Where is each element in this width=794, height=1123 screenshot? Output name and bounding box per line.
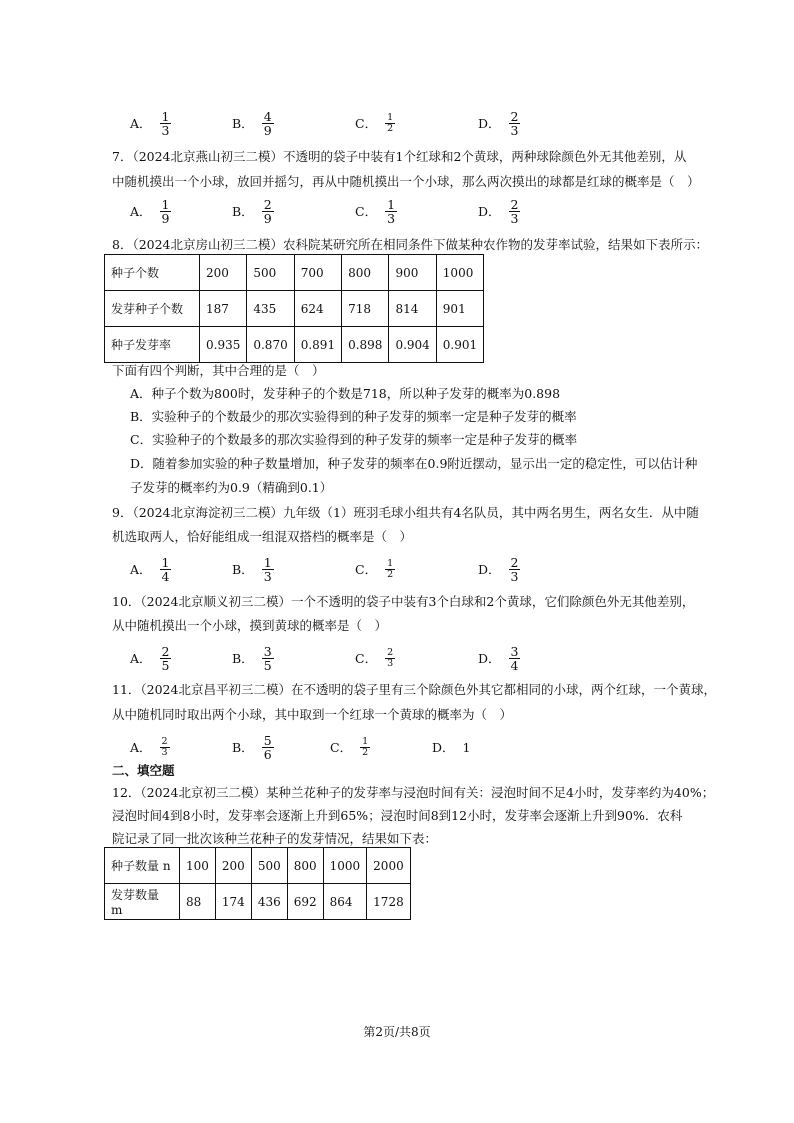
q10-options <box>130 642 670 674</box>
fraction <box>509 556 521 583</box>
table-cell: 0.870 <box>247 327 294 363</box>
q6-option-c <box>355 107 395 139</box>
fraction <box>160 645 172 672</box>
table-cell: 624 <box>294 291 341 327</box>
table-cell: 814 <box>389 291 436 327</box>
table-cell: 0.901 <box>436 327 483 363</box>
table-cell: 864 <box>323 884 367 920</box>
fraction <box>262 198 274 225</box>
fraction-numerator: 1 <box>387 111 394 123</box>
fraction-denominator: 2 <box>387 568 394 580</box>
q11-option-c <box>330 731 370 763</box>
fraction-denominator: 9 <box>263 122 272 138</box>
fraction-numerator: 1 <box>362 735 369 747</box>
q7-option-d <box>478 195 520 227</box>
q7-option-b <box>232 195 274 227</box>
fraction-denominator: 9 <box>263 210 272 226</box>
fraction-numerator: 1 <box>263 554 272 570</box>
q12-text-line3: 院记录了同一批次该种兰花种子的发芽情况，结果如下表： <box>112 831 438 846</box>
fraction-numerator: 2 <box>510 108 519 124</box>
table-cell: 100 <box>180 848 216 884</box>
fraction-numerator: 1 <box>387 557 394 569</box>
fraction-denominator: 4 <box>161 568 170 584</box>
table-row <box>105 327 484 363</box>
fraction-denominator: 5 <box>263 657 272 673</box>
fraction-denominator: 3 <box>161 122 170 138</box>
q10-text-line2: 从中随机摸出一个小球，摸到黄球的概率是（ ） <box>112 618 388 633</box>
fraction <box>262 734 274 761</box>
fraction-numerator: 1 <box>161 108 170 124</box>
option-label: A． <box>130 740 152 755</box>
fraction-numerator: 2 <box>510 196 519 212</box>
fraction-denominator: 5 <box>161 657 170 673</box>
fraction-numerator: 5 <box>263 732 272 748</box>
q6-option-d <box>478 107 520 139</box>
fraction-denominator: 4 <box>510 657 519 673</box>
fraction-denominator: 2 <box>387 122 394 134</box>
q6-option-b <box>232 107 274 139</box>
table-cell: 1728 <box>367 884 411 920</box>
q8-option-d-line1: D．随着参加实验的种子数量增加，种子发芽的频率在0.9附近摆动，显示出一定的稳定性，可以估计种 <box>130 456 698 471</box>
q10-option-d <box>478 642 520 674</box>
fraction-denominator: 3 <box>161 746 168 758</box>
table-cell: 435 <box>247 291 294 327</box>
fraction-denominator: 6 <box>263 746 272 762</box>
q9-option-c <box>355 553 395 585</box>
option-label: B． <box>232 740 254 755</box>
fraction <box>262 645 274 672</box>
table-cell: 0.898 <box>342 327 389 363</box>
table-cell: 200 <box>200 255 247 291</box>
table-row <box>105 884 411 920</box>
table-cell: 0.904 <box>389 327 436 363</box>
q9-text-line1: 9．（2024北京海淀初三二模）九年级（1）班羽毛球小组共有4名队员，其中两名男生，两名女生．从中随 <box>112 505 699 520</box>
fraction-denominator: 3 <box>510 210 519 226</box>
option-label: D． <box>478 116 501 131</box>
table-cell: 800 <box>287 848 323 884</box>
fraction-numerator: 2 <box>161 735 168 747</box>
table-cell: 500 <box>247 255 294 291</box>
table-cell: 900 <box>389 255 436 291</box>
q12-text-line1: 12．（2024北京初三二模）某种兰花种子的发芽率与浸泡时间有关：浸泡时间不足4小时，发芽率约为40%； <box>112 785 715 800</box>
fraction <box>509 198 521 225</box>
q8-option-d-line2: 子发芽的概率约为0.9（精确到0.1） <box>130 480 333 495</box>
table-cell: 187 <box>200 291 247 327</box>
q10-text-line1: 10．（2024北京顺义初三二模）一个不透明的袋子中装有3个白球和2个黄球，它们除颜色外无其他差别， <box>112 594 695 609</box>
fraction-denominator: 3 <box>263 568 272 584</box>
table-cell: 174 <box>215 884 251 920</box>
row-header-cell: 发芽数量 m <box>105 884 180 920</box>
table-cell: 2000 <box>367 848 411 884</box>
option-label: C． <box>355 204 378 219</box>
q8-after-text: 下面有四个判断，其中合理的是（ ） <box>112 363 325 378</box>
option-label: B． <box>232 651 254 666</box>
fraction <box>509 110 521 137</box>
table-row <box>105 848 411 884</box>
fraction <box>160 556 172 583</box>
table-row <box>105 255 484 291</box>
fraction-numerator: 1 <box>387 196 396 212</box>
table-row <box>105 291 484 327</box>
fraction-numerator: 2 <box>510 554 519 570</box>
table-cell: 901 <box>436 291 483 327</box>
fraction <box>385 113 395 134</box>
q9-option-a <box>130 553 171 585</box>
table-cell: 0.891 <box>294 327 341 363</box>
option-label: B． <box>232 204 254 219</box>
option-label: C． <box>355 562 378 577</box>
option-label: B． <box>232 562 254 577</box>
table-cell: 800 <box>342 255 389 291</box>
table-cell: 436 <box>251 884 287 920</box>
fraction-numerator: 1 <box>161 554 170 570</box>
fraction-denominator: 9 <box>161 210 170 226</box>
fraction <box>509 645 521 672</box>
option-label: C． <box>355 651 378 666</box>
fraction-numerator: 4 <box>263 108 272 124</box>
fraction <box>360 737 370 758</box>
q7-options <box>130 195 670 227</box>
q10-option-a <box>130 642 171 674</box>
option-label: D． <box>432 740 455 755</box>
option-value: 1 <box>462 739 471 755</box>
option-label: C． <box>355 116 378 131</box>
fraction <box>262 110 274 137</box>
q7-text-line1: 7．（2024北京燕山初三二模）不透明的袋子中装有1个红球和2个黄球，两种球除颜色外无其他差别，从 <box>112 149 687 164</box>
q11-text-line1: 11．（2024北京昌平初三二模）在不透明的袋子里有三个除颜色外其它都相同的小球，两个红球，一个黄球， <box>112 682 716 697</box>
q11-option-d <box>432 731 470 763</box>
table-cell: 500 <box>251 848 287 884</box>
page-number-footer: 第2页/共8页 <box>363 1025 431 1039</box>
section-heading-fill-blank: 二、填空题 <box>112 763 175 778</box>
q10-option-c <box>355 642 395 674</box>
q8-text-line1: 8．（2024北京房山初三二模）农科院某研究所在相同条件下做某种农作物的发芽率试验，结果如下表所示： <box>112 237 709 252</box>
q11-option-b <box>232 731 274 763</box>
table-cell: 200 <box>215 848 251 884</box>
option-label: C． <box>330 740 353 755</box>
fraction-numerator: 3 <box>510 643 519 659</box>
table-cell: 88 <box>180 884 216 920</box>
q6-options <box>130 107 670 139</box>
table-cell: 718 <box>342 291 389 327</box>
q9-option-d <box>478 553 520 585</box>
q8-option-c: C．实验种子的个数最多的那次实验得到的种子发芽的频率一定是种子发芽的概率 <box>130 432 578 447</box>
table-cell: 1000 <box>436 255 483 291</box>
q7-option-a <box>130 195 171 227</box>
q9-text-line2: 机选取两人，恰好能组成一组混双搭档的概率是（ ） <box>112 529 413 544</box>
row-header-cell: 种子发芽率 <box>105 327 200 363</box>
table-cell: 692 <box>287 884 323 920</box>
q12-text-line2: 浸泡时间4到8小时，发芽率会逐渐上升到65%；浸泡时间8到12小时，发芽率会逐渐上升到90%．农科 <box>112 808 683 823</box>
fraction-denominator: 3 <box>510 122 519 138</box>
table-cell: 0.935 <box>200 327 247 363</box>
option-label: D． <box>478 562 501 577</box>
option-label: A． <box>130 204 152 219</box>
fraction <box>160 737 170 758</box>
fraction-denominator: 3 <box>510 568 519 584</box>
fraction-numerator: 2 <box>263 196 272 212</box>
q7-option-c <box>355 195 397 227</box>
q10-option-b <box>232 642 274 674</box>
option-label: B． <box>232 116 254 131</box>
q6-option-a <box>130 107 171 139</box>
option-label: D． <box>478 204 501 219</box>
q8-option-b: B．实验种子的个数最少的那次实验得到的种子发芽的频率一定是种子发芽的概率 <box>130 409 577 424</box>
q9-options <box>130 553 670 585</box>
fraction <box>262 556 274 583</box>
q7-text-line2: 中随机摸出一个小球，放回并摇匀，再从中随机摸出一个小球，那么两次摸出的球都是红球的概率是（ ） <box>112 174 700 189</box>
fraction-denominator: 2 <box>362 746 369 758</box>
option-label: D． <box>478 651 501 666</box>
fraction <box>385 648 395 669</box>
fraction-denominator: 3 <box>387 210 396 226</box>
q9-option-b <box>232 553 274 585</box>
fraction <box>160 110 172 137</box>
fraction <box>385 559 395 580</box>
fraction-numerator: 2 <box>161 643 170 659</box>
q8-table <box>104 254 484 363</box>
fraction-denominator: 3 <box>387 657 394 669</box>
q12-table <box>104 847 411 920</box>
q11-text-line2: 从中随机同时取出两个小球，其中取到一个红球一个黄球的概率为（ ） <box>112 707 513 722</box>
fraction-numerator: 1 <box>161 196 170 212</box>
q11-option-a <box>130 731 170 763</box>
option-label: A． <box>130 562 152 577</box>
table-cell: 700 <box>294 255 341 291</box>
option-label: A． <box>130 651 152 666</box>
row-header-cell: 种子数量 n <box>105 848 180 884</box>
fraction <box>385 198 397 225</box>
row-header-cell: 种子个数 <box>105 255 200 291</box>
table-cell: 1000 <box>323 848 367 884</box>
row-header-cell: 发芽种子个数 <box>105 291 200 327</box>
q8-option-a: A．种子个数为800时，发芽种子的个数是718，所以种子发芽的概率为0.898 <box>130 386 561 401</box>
q11-options <box>130 731 670 763</box>
fraction-numerator: 2 <box>387 646 394 658</box>
fraction-numerator: 3 <box>263 643 272 659</box>
option-label: A． <box>130 116 152 131</box>
fraction <box>160 198 172 225</box>
